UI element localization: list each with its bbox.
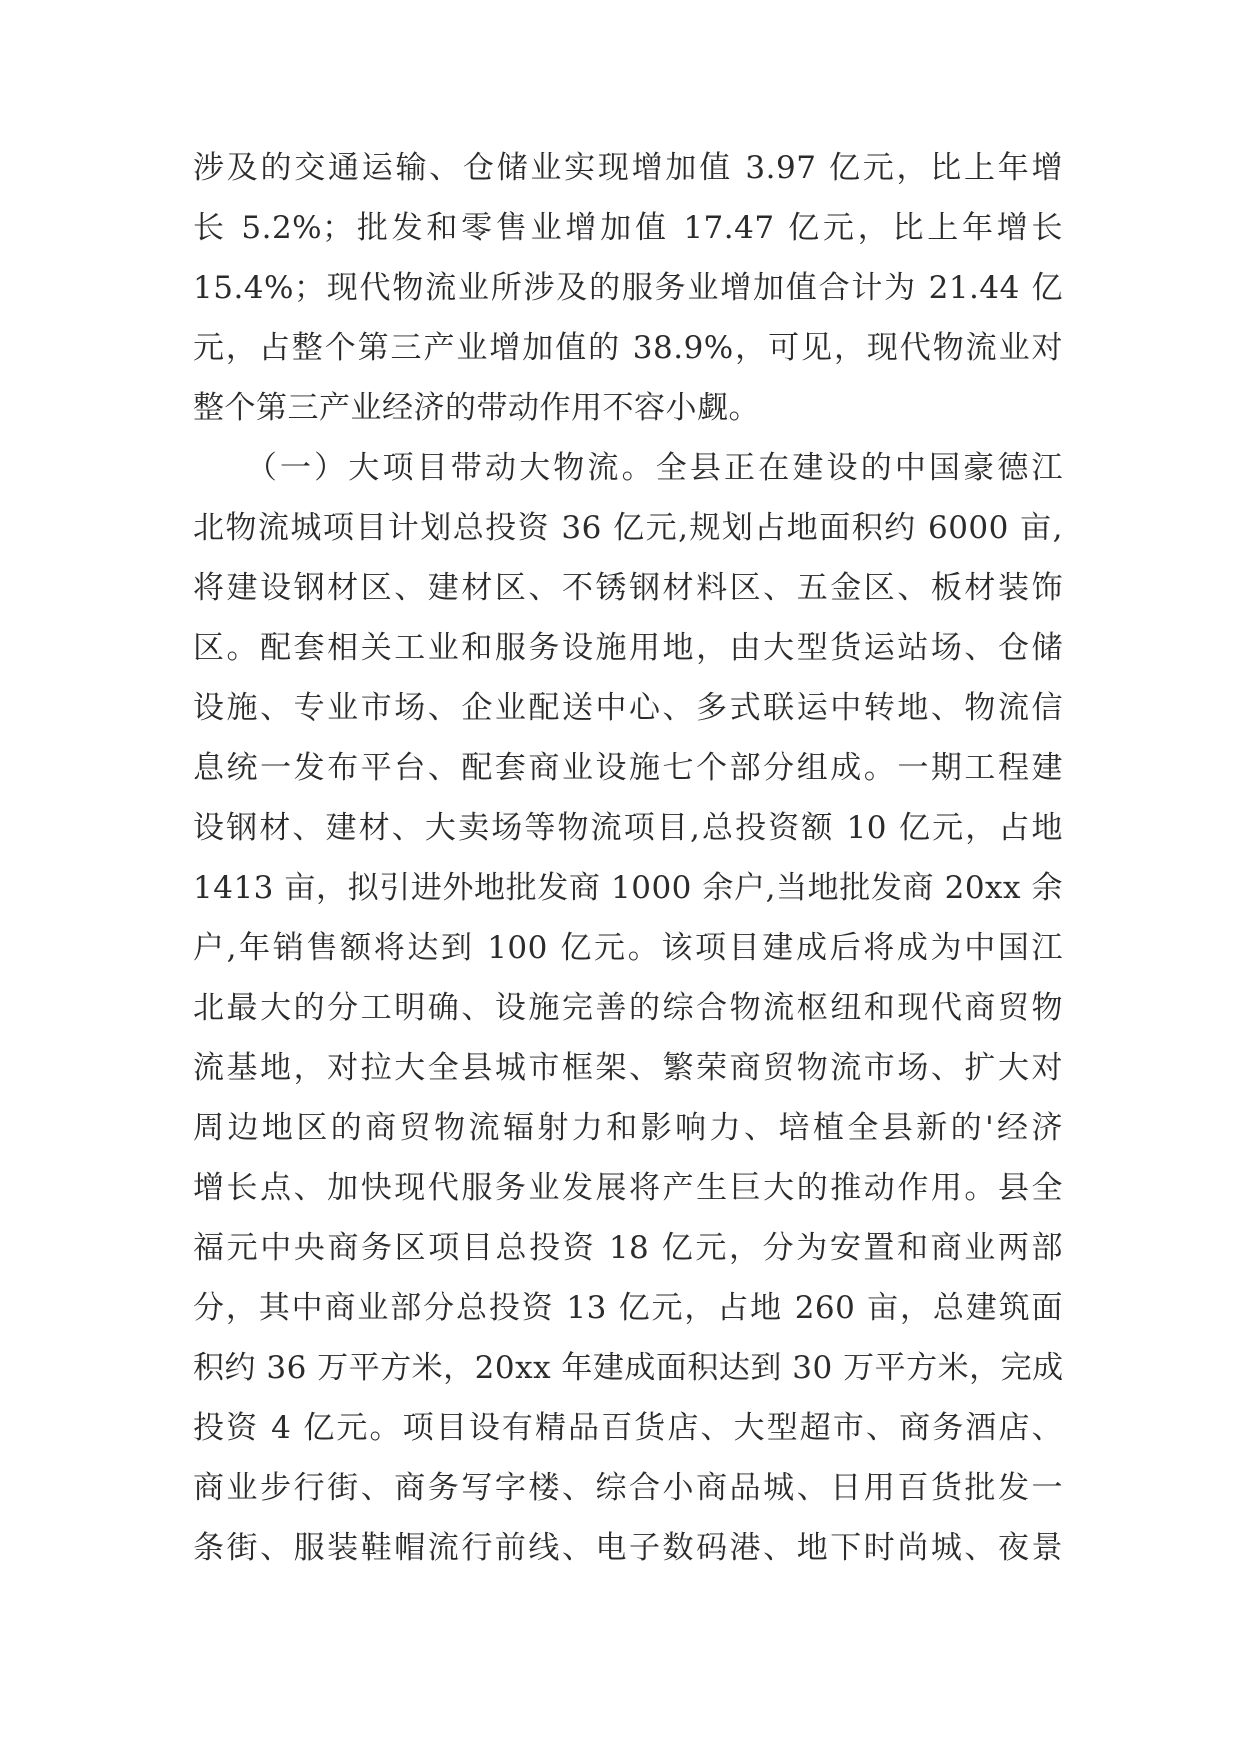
text-line: 将建设钢材区、建材区、不锈钢材料区、五金区、板材装饰 bbox=[193, 570, 1063, 606]
paragraph-2 bbox=[193, 438, 1063, 1578]
text-line: 分，其中商业部分总投资 13 亿元，占地 260 亩，总建筑面 bbox=[193, 1290, 1063, 1326]
text-line: 区。配套相关工业和服务设施用地，由大型货运站场、仓储 bbox=[193, 630, 1063, 666]
text-line: 长 5.2%；批发和零售业增加值 17.47 亿元，比上年增长 bbox=[193, 210, 1063, 246]
text-line: 元，占整个第三产业增加值的 38.9%，可见，现代物流业对 bbox=[193, 330, 1063, 366]
text-line: （一）大项目带动大物流。全县正在建设的中国豪德江 bbox=[193, 450, 1063, 486]
text-line: 息统一发布平台、配套商业设施七个部分组成。一期工程建 bbox=[193, 750, 1063, 786]
text-line: 条街、服装鞋帽流行前线、电子数码港、地下时尚城、夜景 bbox=[193, 1530, 1063, 1566]
text-line: 1413 亩，拟引进外地批发商 1000 余户,当地批发商 20xx 余 bbox=[193, 870, 1063, 906]
text-line: 设钢材、建材、大卖场等物流项目,总投资额 10 亿元，占地 bbox=[193, 810, 1063, 846]
paragraph-1 bbox=[193, 138, 1063, 438]
text-line: 投资 4 亿元。项目设有精品百货店、大型超市、商务酒店、 bbox=[193, 1410, 1063, 1446]
text-line: 整个第三产业经济的带动作用不容小觑。 bbox=[193, 390, 760, 426]
text-line: 积约 36 万平方米，20xx 年建成面积达到 30 万平方米，完成 bbox=[193, 1350, 1064, 1386]
text-line: 北最大的分工明确、设施完善的综合物流枢纽和现代商贸物 bbox=[193, 990, 1063, 1026]
text-line: 北物流城项目计划总投资 36 亿元,规划占地面积约 6000 亩, bbox=[193, 510, 1063, 546]
text-line: 涉及的交通运输、仓储业实现增加值 3.97 亿元，比上年增 bbox=[193, 150, 1063, 186]
text-line: 设施、专业市场、企业配送中心、多式联运中转地、物流信 bbox=[193, 690, 1063, 726]
text-line: 周边地区的商贸物流辐射力和影响力、培植全县新的'经济 bbox=[193, 1110, 1063, 1146]
text-line: 增长点、加快现代服务业发展将产生巨大的推动作用。县全 bbox=[193, 1170, 1063, 1206]
text-line: 商业步行街、商务写字楼、综合小商品城、日用百货批发一 bbox=[193, 1470, 1063, 1506]
text-line: 流基地，对拉大全县城市框架、繁荣商贸物流市场、扩大对 bbox=[193, 1050, 1063, 1086]
text-line: 户,年销售额将达到 100 亿元。该项目建成后将成为中国江 bbox=[193, 930, 1063, 966]
text-line: 15.4%；现代物流业所涉及的服务业增加值合计为 21.44 亿 bbox=[193, 270, 1063, 306]
text-line: 福元中央商务区项目总投资 18 亿元，分为安置和商业两部 bbox=[193, 1230, 1063, 1266]
